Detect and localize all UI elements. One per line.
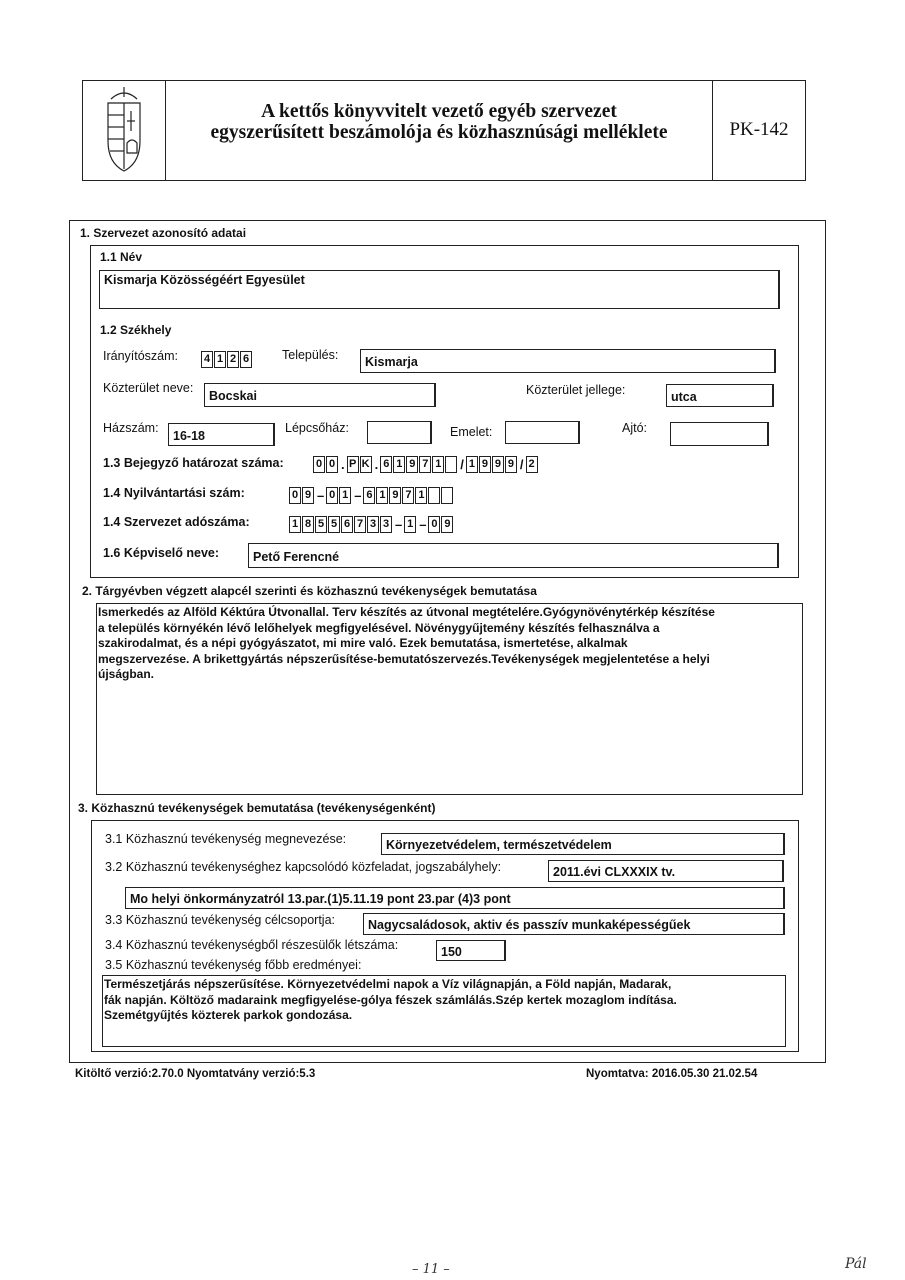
char-cell[interactable]: 9	[441, 516, 453, 533]
char-cell[interactable]: 1	[432, 456, 444, 473]
section2-heading: 2. Tárgyévben végzett alapcél szerinti és közhasznú tevékenységek bemutatása	[82, 584, 537, 598]
zip-cells[interactable]	[201, 350, 253, 368]
char-cell[interactable]	[441, 487, 453, 504]
text-line: megszervezése. A brikettgyártás népszerűsítése-bemutatószervezés.Tevékenységek megjelentetése a helyi	[98, 651, 710, 666]
char-cell[interactable]: 2	[227, 351, 239, 368]
city-label: Település:	[282, 348, 339, 362]
char-cell[interactable]: 5	[328, 516, 340, 533]
zip-label: Irányítószám:	[103, 349, 179, 363]
char-cell[interactable]: 0	[428, 516, 440, 533]
char-cell[interactable]: 5	[315, 516, 327, 533]
char-cell[interactable]: 1	[415, 487, 427, 504]
char-cell[interactable]: 1	[339, 487, 351, 504]
char-cell[interactable]: 4	[201, 351, 213, 368]
char-cell[interactable]: 2	[526, 456, 538, 473]
q5-label: 3.5 Közhasznú tevékenység főbb eredményei:	[105, 958, 362, 972]
separator: .	[374, 456, 379, 472]
floor-field[interactable]	[505, 421, 580, 444]
header-box	[82, 80, 806, 181]
char-cell[interactable]: 6	[341, 516, 353, 533]
tax-label: 1.4 Szervezet adószáma:	[103, 515, 250, 529]
page-number: – 11 –	[412, 1262, 450, 1277]
street-type-label: Közterület jellege:	[526, 383, 626, 397]
stair-field[interactable]	[367, 421, 432, 444]
street-label: Közterület neve:	[103, 381, 194, 395]
text-line: a település környékén lévő lelőhelyek megfigyelésével. Növénygyűjtemény készítés felhasználva a	[98, 620, 660, 635]
char-cell[interactable]: 1	[393, 456, 405, 473]
char-cell[interactable]: 1	[466, 456, 478, 473]
print-timestamp: Nyomtatva: 2016.05.30 21.02.54	[586, 1068, 758, 1080]
q1-field[interactable]: Környezetvédelem, természetvédelem	[381, 833, 785, 855]
handwritten-initials: Pál	[845, 1256, 867, 1272]
rep-label: 1.6 Képviselő neve:	[103, 546, 220, 560]
text-line: Természetjárás népszerűsítése. Környezetvédelmi napok a Víz világnapján, a Föld napján, Madarak,	[104, 977, 672, 991]
char-cell[interactable]: 0	[326, 487, 338, 504]
char-cell[interactable]: 9	[479, 456, 491, 473]
char-cell[interactable]: 3	[367, 516, 379, 533]
form-title	[165, 101, 713, 143]
rep-field[interactable]: Pető Ferencné	[248, 543, 779, 568]
separator: –	[317, 487, 325, 503]
name-field[interactable]: Kismarja Közösségéért Egyesület	[99, 270, 780, 309]
char-cell[interactable]: 0	[289, 487, 301, 504]
char-cell[interactable]: 1	[289, 516, 301, 533]
char-cell[interactable]: 3	[380, 516, 392, 533]
char-cell[interactable]: K	[360, 456, 372, 473]
q3-label: 3.3 Közhasznú tevékenység célcsoportja:	[105, 913, 335, 927]
separator: –	[354, 487, 362, 503]
char-cell[interactable]: 9	[492, 456, 504, 473]
text-line: Ismerkedés az Alföld Kéktúra Útvonallal. Terv készítés az útvonal megtételére.Gyógynövénytérkép készítése	[98, 605, 715, 619]
char-cell[interactable]: 9	[406, 456, 418, 473]
char-cell[interactable]: 7	[402, 487, 414, 504]
char-cell[interactable]: 9	[302, 487, 314, 504]
door-label: Ajtó:	[622, 421, 648, 435]
section2-text	[98, 605, 803, 683]
q4-field[interactable]: 150	[436, 940, 506, 961]
nyilv-label: 1.4 Nyilvántartási szám:	[103, 486, 245, 500]
coat-of-arms-icon	[83, 81, 166, 180]
char-cell[interactable]: 7	[419, 456, 431, 473]
text-line: Szemétgyűjtés közterek parkok gondozása.	[104, 1008, 353, 1022]
nyilv-cells[interactable]	[289, 486, 454, 504]
char-cell[interactable]: 7	[354, 516, 366, 533]
name-heading: 1.1 Név	[100, 250, 143, 264]
floor-label: Emelet:	[450, 425, 493, 439]
char-cell[interactable]: 9	[389, 487, 401, 504]
q1-label: 3.1 Közhasznú tevékenység megnevezése:	[105, 832, 347, 846]
stair-label: Lépcsőház:	[285, 421, 349, 435]
char-cell[interactable]: 0	[313, 456, 325, 473]
door-field[interactable]	[670, 422, 769, 446]
street-field[interactable]: Bocskai	[204, 383, 436, 407]
char-cell[interactable]	[428, 487, 440, 504]
char-cell[interactable]: 6	[240, 351, 252, 368]
reg-cells[interactable]	[313, 455, 539, 473]
char-cell[interactable]: 0	[326, 456, 338, 473]
house-field[interactable]: 16-18	[168, 423, 275, 446]
q2-field-continued[interactable]: Mo helyi önkormányzatról 13.par.(1)5.11.19 pont 23.par (4)3 pont	[125, 887, 785, 909]
q4-label: 3.4 Közhasznú tevékenységből részesülők létszáma:	[105, 938, 399, 952]
house-label: Házszám:	[103, 421, 159, 435]
seat-heading: 1.2 Székhely	[100, 323, 172, 337]
separator: .	[341, 456, 345, 472]
char-cell[interactable]	[445, 456, 457, 473]
q2-label: 3.2 Közhasznú tevékenységhez kapcsolódó közfeladat, jogszabályhely:	[105, 860, 502, 874]
q2-field[interactable]: 2011.évi CLXXXIX tv.	[548, 860, 784, 882]
char-cell[interactable]: 1	[376, 487, 388, 504]
char-cell[interactable]: 1	[214, 351, 226, 368]
text-line: fák napján. Költöző madaraink megfigyelése-gólya fészek számlálás.Szép kertek mozaglom indítása.	[104, 992, 677, 1007]
form-title-line1: A kettős könyvvitelt vezető egyéb szervezet	[261, 101, 617, 122]
city-field[interactable]: Kismarja	[360, 349, 776, 373]
section1-heading: 1. Szervezet azonosító adatai	[80, 226, 247, 240]
char-cell[interactable]: 6	[363, 487, 375, 504]
text-line: szakirodalmat, és a népi gyógyászatot, mi mire való. Ezek bemutatása, ismertetése, alkalmak	[98, 636, 628, 650]
separator: /	[460, 456, 464, 472]
char-cell[interactable]: 8	[302, 516, 314, 533]
q3-field[interactable]: Nagycsaládosok, aktiv és passzív munkaképességűek	[363, 913, 785, 935]
version-info: Kitöltő verzió:2.70.0 Nyomtatvány verzió:5.3	[75, 1068, 316, 1080]
form-title-line2: egyszerűsített beszámolója és közhasznúsági melléklete	[210, 122, 668, 143]
street-type-field[interactable]: utca	[666, 384, 774, 407]
separator: –	[395, 516, 403, 532]
char-cell[interactable]: 6	[380, 456, 392, 473]
separator: /	[519, 456, 524, 472]
tax-cells[interactable]	[289, 515, 454, 533]
form-code: PK-142	[729, 119, 789, 140]
char-cell[interactable]: 9	[505, 456, 517, 473]
separator: –	[419, 516, 427, 532]
char-cell[interactable]: P	[347, 456, 359, 473]
char-cell[interactable]: 1	[404, 516, 416, 533]
q5-text	[104, 977, 784, 1024]
reg-label: 1.3 Bejegyző határozat száma:	[103, 456, 284, 470]
text-line: újságban.	[98, 667, 155, 681]
section3-heading: 3. Közhasznú tevékenységek bemutatása (tevékenységenként)	[78, 801, 436, 815]
